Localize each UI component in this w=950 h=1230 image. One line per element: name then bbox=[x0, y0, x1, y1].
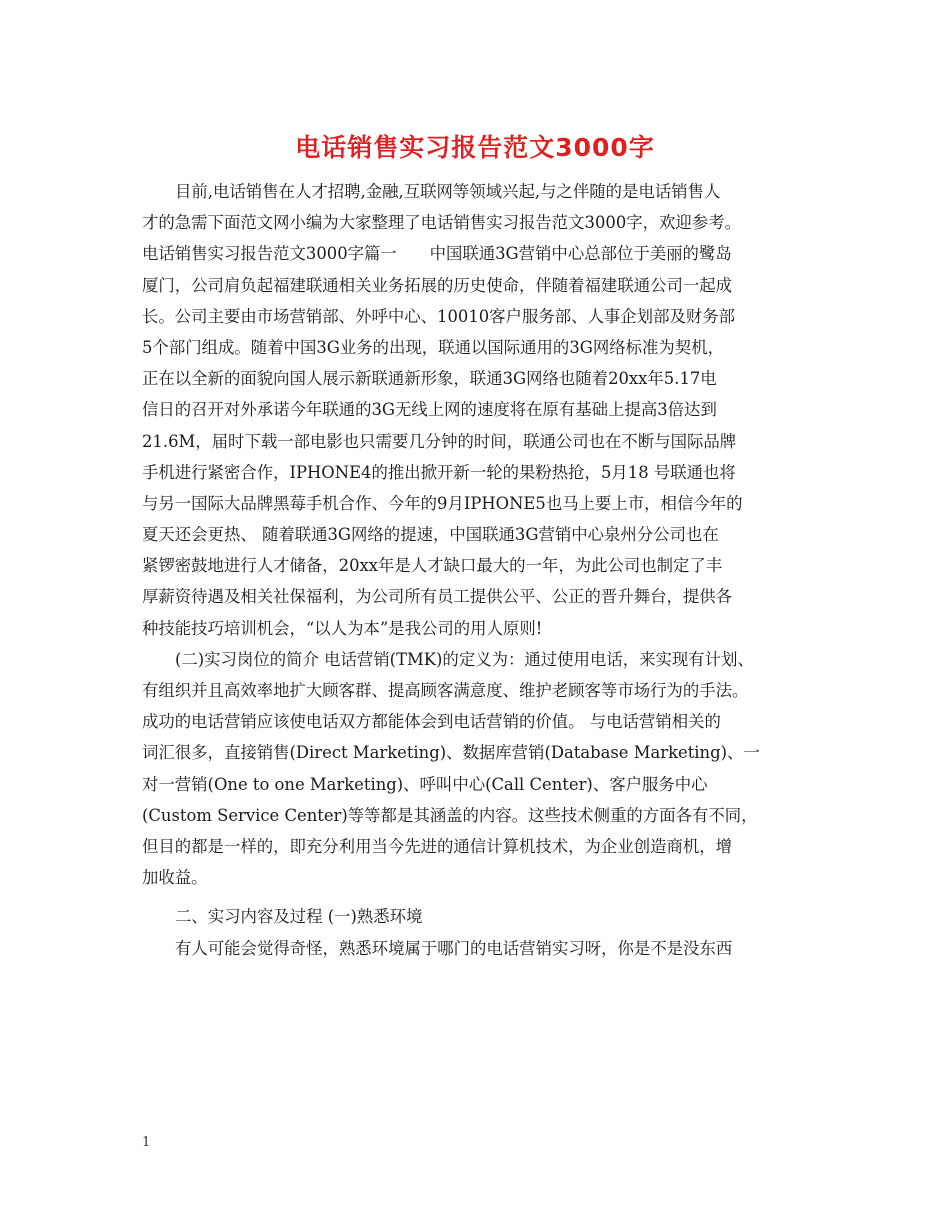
body-line: 电话销售实习报告范文3000字篇一 中国联通3G营销中心总部位于美丽的鹭岛 bbox=[142, 244, 732, 264]
page-number: 1 bbox=[142, 1135, 151, 1150]
body-line: 加收益。 bbox=[142, 868, 208, 888]
body-line: 与另一国际大品牌黑莓手机合作、今年的9月IPHONE5也马上要上市，相信今年的 bbox=[142, 493, 743, 513]
body-line: 厚薪资待遇及相关社保福利，为公司所有员工提供公平、公正的晋升舞台，提供各 bbox=[142, 587, 733, 607]
body-line: 5个部门组成。随着中国3G业务的出现，联通以国际通用的3G网络标准为契机， bbox=[142, 337, 724, 357]
document-title: 电话销售实习报告范文3000字 bbox=[295, 133, 655, 162]
body-line: 长。公司主要由市场营销部、外呼中心、10010客户服务部、人事企划部及财务部 bbox=[142, 306, 736, 326]
body-line: 对一营销(One to one Marketing)、呼叫中心(Call Center)、客户服务中心 bbox=[142, 774, 708, 794]
body-line: 21.6M，届时下载一部电影也只需要几分钟的时间，联通公司也在不断与国际品牌 bbox=[142, 431, 737, 451]
body-line: 才的急需下面范文网小编为大家整理了电话销售实习报告范文3000字，欢迎参考。 bbox=[142, 213, 741, 233]
section-heading: 二、实习内容及过程 (一)熟悉环境 bbox=[175, 907, 423, 927]
body-line: 厦门，公司肩负起福建联通相关业务拓展的历史使命，伴随着福建联通公司一起成 bbox=[142, 275, 733, 295]
document-body bbox=[142, 176, 822, 964]
body-line: 目前,电话销售在人才招聘,金融,互联网等领域兴起,与之伴随的是电话销售人 bbox=[175, 182, 721, 201]
body-line: 紧锣密鼓地进行人才储备，20xx年是人才缺口最大的一年，为此公司也制定了丰 bbox=[142, 556, 723, 576]
body-line: (二)实习岗位的简介 电话营销(TMK)的定义为：通过使用电话，来实现有计划、 bbox=[175, 649, 754, 669]
body-line: 正在以全新的面貌向国人展示新联通新形象，联通3G网络也随着20xx年5.17电 bbox=[142, 369, 717, 389]
body-line: 成功的电话营销应该使电话双方都能体会到电话营销的价值。 与电话营销相关的 bbox=[142, 712, 721, 732]
paragraph-spacer bbox=[142, 893, 822, 901]
body-line: 词汇很多，直接销售(Direct Marketing)、数据库营销(Database Marketing)、一 bbox=[142, 743, 760, 763]
body-line: (Custom Service Center)等等都是其涵盖的内容。这些技术侧重的方面各有不同， bbox=[142, 805, 758, 825]
body-line: 夏天还会更热、 随着联通3G网络的提速，中国联通3G营销中心泉州分公司也在 bbox=[142, 525, 719, 545]
body-line: 信日的召开对外承诺今年联通的3G无线上网的速度将在原有基础上提高3倍达到 bbox=[142, 400, 717, 420]
body-line: 有人可能会觉得奇怪，熟悉环境属于哪门的电话营销实习呀，你是不是没东西 bbox=[175, 938, 733, 958]
body-line: 种技能技巧培训机会，“以人为本”是我公司的用人原则! bbox=[142, 618, 543, 638]
body-line: 有组织并且高效率地扩大顾客群、提高顾客满意度、维护老顾客等市场行为的手法。 bbox=[142, 681, 749, 700]
body-line: 手机进行紧密合作，IPHONE4的推出掀开新一轮的果粉热抢，5月18 号联通也将 bbox=[142, 462, 736, 482]
body-line: 但目的都是一样的，即充分利用当今先进的通信计算机技术，为企业创造商机，增 bbox=[142, 836, 733, 856]
